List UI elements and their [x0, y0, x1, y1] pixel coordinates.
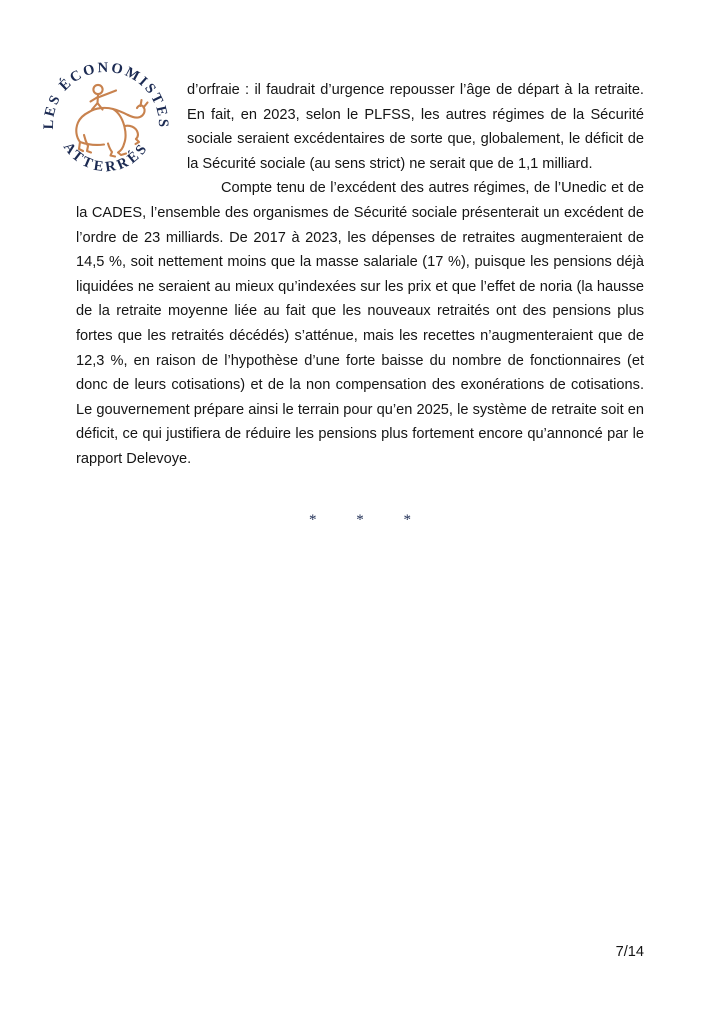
- document-body: [76, 78, 644, 472]
- logo-bottom-arc-text: ATTERRÉS: [59, 139, 152, 174]
- page-number: 7/14: [615, 944, 644, 960]
- logo-text-wrap-gutter: [76, 78, 187, 200]
- logo-top-arc-text: LES ÉCONOMISTES: [40, 59, 172, 130]
- asterisk-separator: * * *: [309, 512, 429, 528]
- paragraph-2: Compte tenu de l’excédent des autres régimes, de l’Unedic et de la CADES, l’ensemble des organismes de Sécurité sociale présenterait un excédent de l’ordre de 23 milliards. De 2017 à 2023, les dépenses de retraites augmenteraient de 14,5 %, soit nettement moins que la masse salariale (17 %), puisque les pensions déjà liquidées ne seraient au mieux qu’indexées sur les prix et que l’effet de noria (la hausse de la retraite moyenne liée au fait que les nouveaux retraités ont des pensions plus fortes que les retraités décédés) s’atténue, mais les recettes n’augmenteraient que de 12,3 %, en raison de l’hypothèse d’une forte baisse du nombre de fonctionnaires (et donc de leurs cotisations) et de la non compensation des exonérations de cotisations. Le gouvernement prépare ainsi le terrain pour qu’en 2025, le système de retraite soit en déficit, ce qui justifiera de réduire les pensions plus fortement encore qu’annoncé par le rapport Delevoye.: [76, 180, 644, 467]
- paragraph-1: d’orfraie : il faudrait d’urgence repousser l’âge de départ à la retraite. En fait, en 2023, selon le PLFSS, les autres régimes de la Sécurité sociale seraient excédentaires de sorte que, globalement, le déficit de la Sécurité sociale (au sens strict) ne serait que de 1,1 milliard.: [187, 82, 644, 172]
